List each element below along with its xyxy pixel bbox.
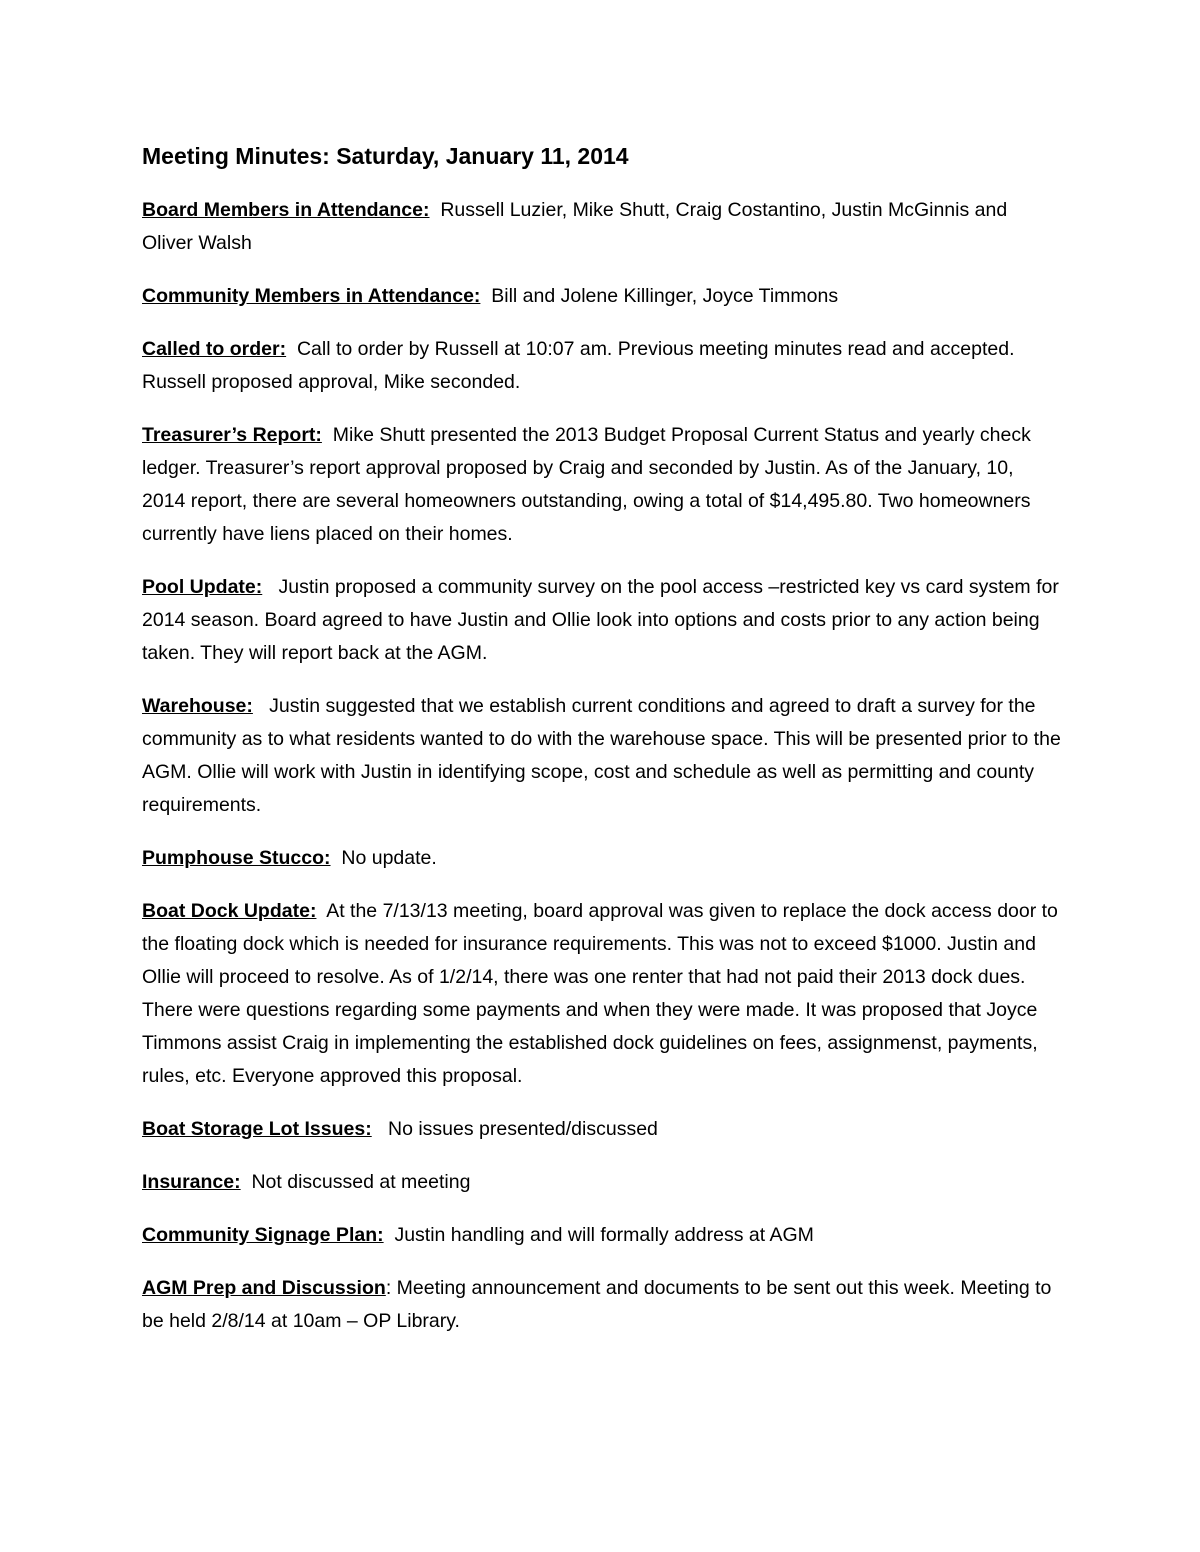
section-text: Russell Luzier, Mike Shutt, Craig Costantino, Justin McGinnis and Oliver Walsh	[142, 199, 1008, 255]
document-page	[142, 140, 1062, 1358]
section-text: Bill and Jolene Killinger, Joyce Timmons	[491, 285, 839, 308]
section-text: At the 7/13/13 meeting, board approval was given to replace the dock access door to the floating dock which is needed for insurance requirements. This was not to exceed $1000. Justin and Ollie will proceed to resolve. As of 1/2/14, there was one renter that had not paid their 2013 dock dues. There were questions regarding some payments and when they were made. It was proposed that Joyce Timmons assist Craig in implementing the established dock guidelines on fees, assignmenst, payments, rules, etc. Everyone approved this proposal.	[142, 900, 1058, 1088]
section-text: Call to order by Russell at 10:07 am. Previous meeting minutes read and accepted. Russell proposed approval, Mike seconded.	[142, 338, 1015, 394]
section-pool-update	[142, 571, 1062, 670]
section-text: Justin suggested that we establish current conditions and agreed to draft a survey for the community as to what residents wanted to do with the warehouse space. This will be presented prior to the AGM. Ollie will work with Justin in identifying scope, cost and schedule as well as permitting and county requirements.	[142, 695, 1061, 817]
section-text: No update.	[341, 847, 437, 870]
section-text: Justin handling and will formally address at AGM	[394, 1224, 814, 1247]
section-label: Pumphouse Stucco:	[142, 847, 331, 870]
section-text: : Meeting announcement and documents to be sent out this week. Meeting to be held 2/8/14 at 10am – OP Library.	[142, 1277, 1052, 1333]
section-label: Treasurer’s Report:	[142, 424, 322, 447]
section-label: Community Members in Attendance:	[142, 285, 481, 308]
section-label: AGM Prep and Discussion	[142, 1277, 386, 1300]
section-agm-prep	[142, 1272, 1062, 1338]
section-warehouse	[142, 690, 1062, 822]
section-insurance	[142, 1166, 1062, 1199]
section-community-signage	[142, 1219, 1062, 1252]
page-title: Meeting Minutes: Saturday, January 11, 2014	[142, 143, 629, 169]
section-label: Pool Update:	[142, 576, 263, 599]
section-label: Warehouse:	[142, 695, 253, 718]
section-text: No issues presented/discussed	[387, 1118, 658, 1141]
section-community-members	[142, 280, 1062, 313]
section-called-to-order	[142, 333, 1062, 399]
section-board-members	[142, 194, 1062, 260]
section-label: Called to order:	[142, 338, 287, 361]
section-label: Boat Storage Lot Issues:	[142, 1118, 372, 1141]
section-label: Board Members in Attendance:	[142, 199, 430, 222]
section-boat-storage-lot	[142, 1113, 1062, 1146]
section-text: Not discussed at meeting	[251, 1171, 471, 1194]
section-treasurers-report	[142, 419, 1062, 551]
section-label: Community Signage Plan:	[142, 1224, 384, 1247]
section-text: Justin proposed a community survey on the pool access –restricted key vs card system for 2014 season. Board agreed to have Justin and Ollie look into options and costs prior to any action being taken. They will report back at the AGM.	[142, 576, 1059, 665]
section-label: Boat Dock Update:	[142, 900, 317, 923]
section-label: Insurance:	[142, 1171, 241, 1194]
section-text: Mike Shutt presented the 2013 Budget Proposal Current Status and yearly check ledger. Treasurer’s report approval proposed by Craig and seconded by Justin. As of the January, 10, 2014 report, there are several homeowners outstanding, owing a total of $14,495.80. Two homeowners currently have liens placed on their homes.	[142, 424, 1031, 546]
section-pumphouse-stucco	[142, 842, 1062, 875]
section-boat-dock-update	[142, 895, 1062, 1093]
